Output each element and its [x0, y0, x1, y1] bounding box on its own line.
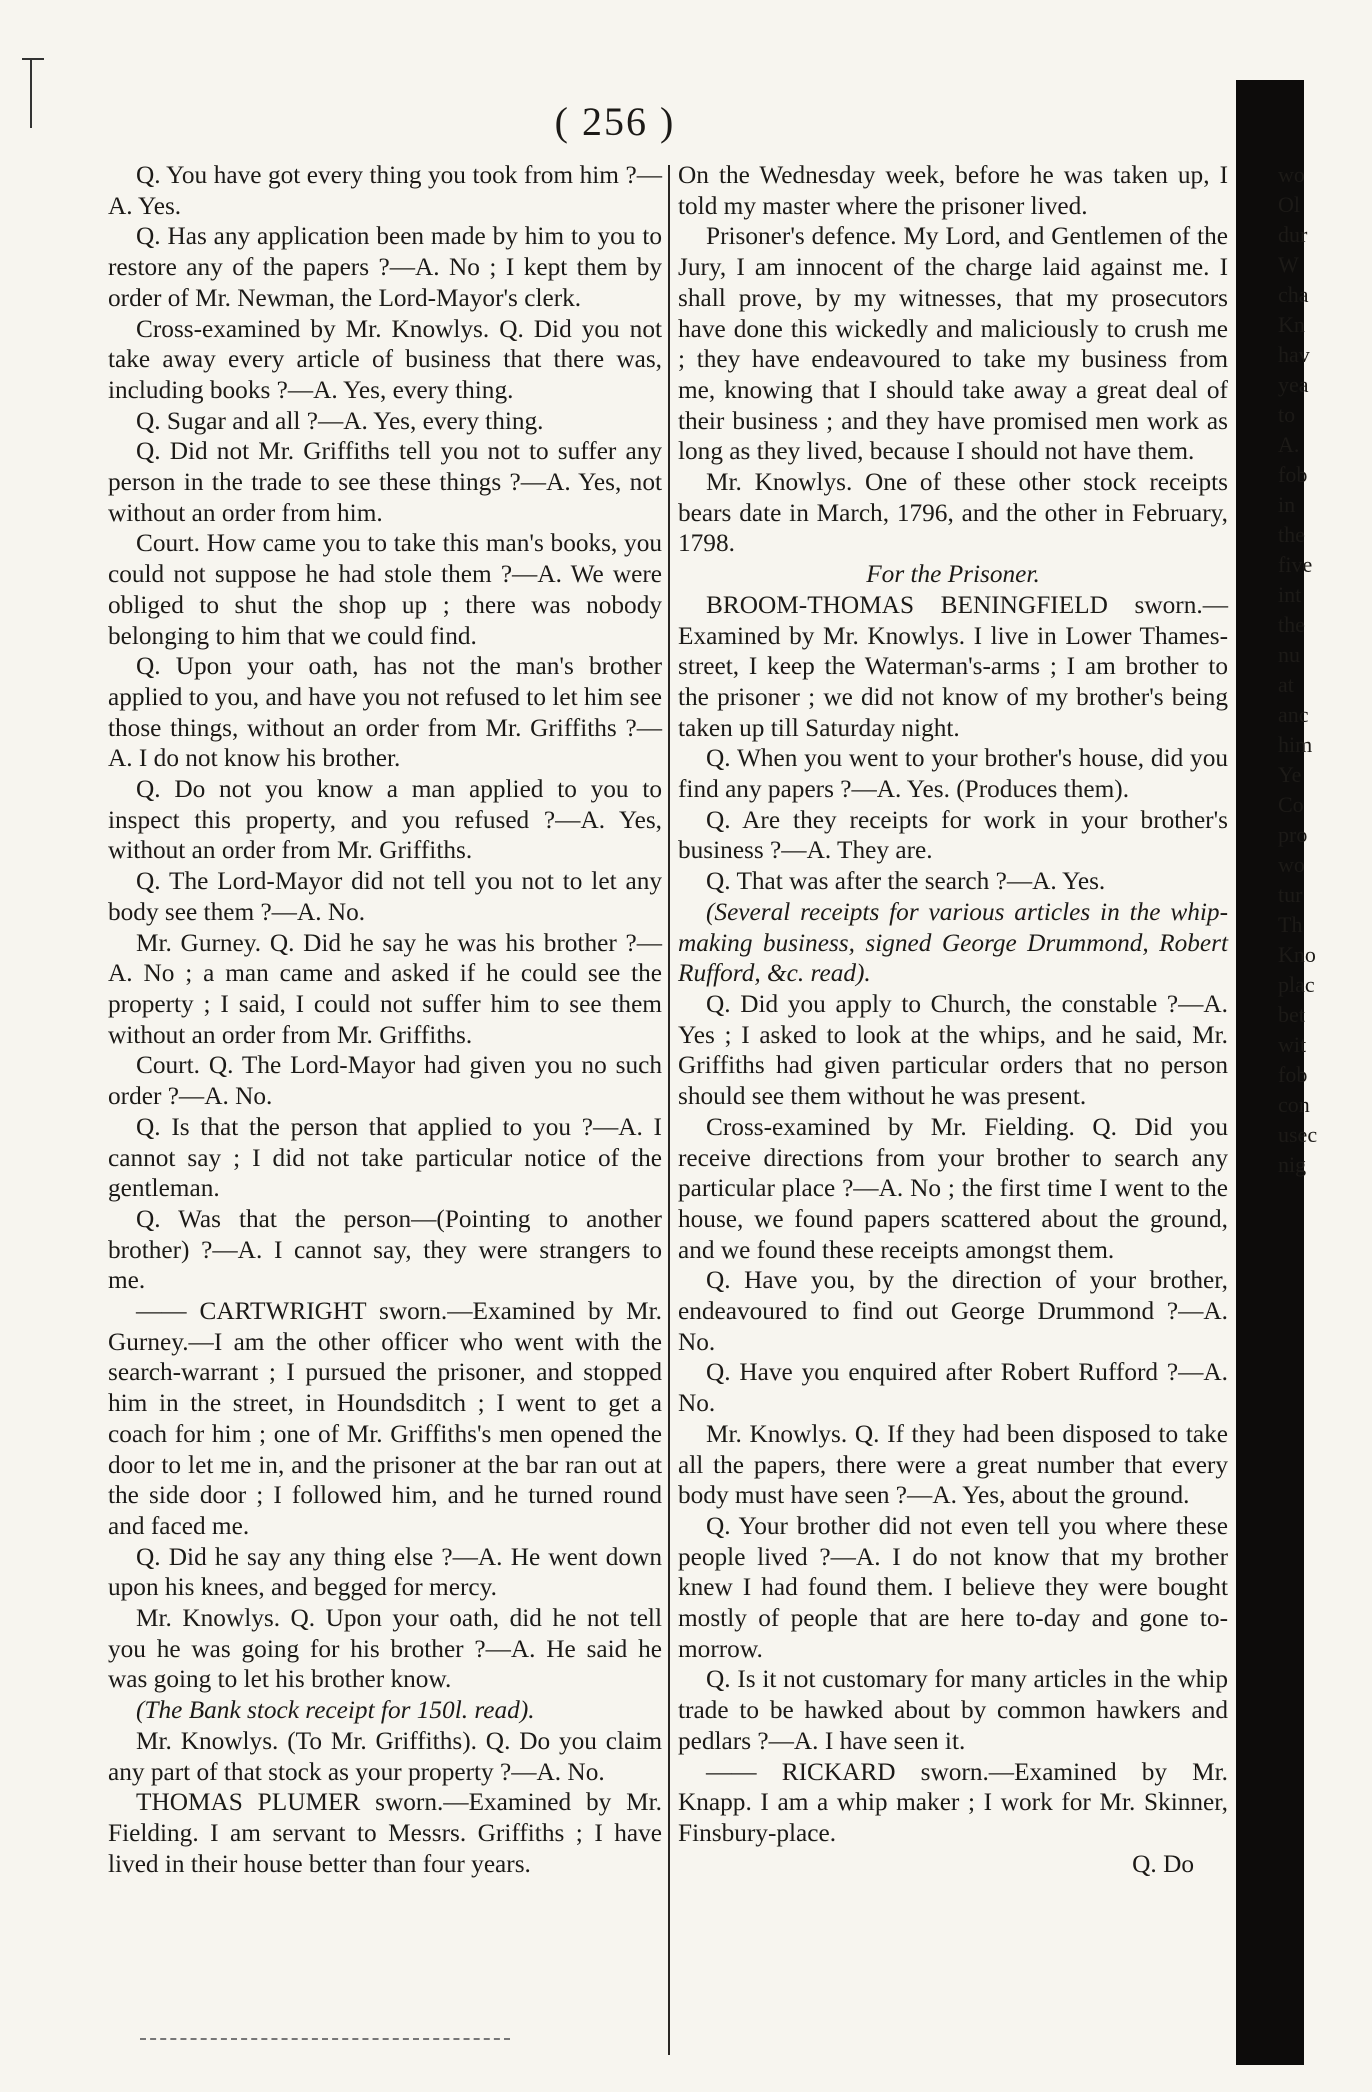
paragraph: Q. Did you apply to Church, the constable ?—A. Yes ; I asked to look at the whips, and he said, Mr. Griffiths had given particular orders that no person should see them without he was present.	[678, 989, 1228, 1111]
fragment-text: at	[1278, 672, 1294, 697]
fragment-text: plac	[1278, 972, 1315, 997]
section-heading: For the Prisoner.	[866, 560, 1040, 589]
fragment-text: wit	[1278, 1032, 1307, 1057]
paragraph: Q. You have got every thing you took from him ?—A. Yes.	[108, 161, 662, 220]
fragment-text: int	[1278, 582, 1302, 607]
paragraph: (The Bank stock receipt for 150l. read).	[136, 1696, 535, 1725]
fragment-text: Co	[1278, 792, 1304, 817]
fragment-text: pro	[1278, 822, 1308, 847]
fragment-text: Ye	[1278, 762, 1302, 787]
fragment-text: Kno	[1278, 942, 1316, 967]
fragment-text: wo	[1278, 852, 1305, 877]
paragraph: Q. Was that the person—(Pointing to another brother) ?—A. I cannot say, they were strangers to me.	[108, 1204, 662, 1295]
bottom-rule	[140, 2038, 510, 2040]
paragraph: Q. Did not Mr. Griffiths tell you not to suffer any person in the trade to see these things ?—A. Yes, not without an order from him.	[108, 437, 662, 527]
paragraph: (Several receipts for various articles in the whip-making business, signed George Drummond, Robert Rufford, &c. read).	[678, 897, 1228, 988]
fragment-text: the	[1278, 612, 1305, 637]
catchword: Q. Do	[1132, 1849, 1194, 1878]
paragraph: Cross-examined by Mr. Knowlys. Q. Did you not take away every article of business that there was, including books ?—A. Yes, every thing.	[108, 314, 662, 404]
left-column	[108, 160, 662, 1879]
fragment-text: Kn	[1278, 312, 1305, 337]
paragraph: Q. Did he say any thing else ?—A. He went down upon his knees, and begged for mercy.	[108, 1542, 662, 1602]
fragment-text: fob	[1278, 462, 1308, 487]
paragraph: —— RICKARD sworn.—Examined by Mr. Knapp. I am a whip maker ; I work for Mr. Skinner, Finsbury-place.	[678, 1757, 1228, 1847]
paragraph: Mr. Knowlys. Q. If they had been disposed to take all the papers, there were a great number that every body must have seen ?—A. Yes, about the ground.	[678, 1419, 1228, 1510]
paragraph: Court. How came you to take this man's books, you could not suppose he had stole them ?—A. We were obliged to shut the shop up ; there was nobody belonging to him that we could find.	[108, 529, 662, 650]
paragraph: Q. Upon your oath, has not the man's brother applied to you, and have you not refused to let him see those things, without an order from Mr. Griffiths ?—A. I do not know his brother.	[108, 652, 662, 773]
paragraph: Mr. Gurney. Q. Did he say he was his brother ?—A. No ; a man came and asked if he could see the property ; I said, I could not suffer him to see them without an order from Mr. Griffiths.	[108, 928, 662, 1049]
paragraph: Q. Is that the person that applied to you ?—A. I cannot say ; I did not take particular notice of the gentleman.	[108, 1112, 662, 1203]
paragraph: Court. Q. The Lord-Mayor had given you no such order ?—A. No.	[108, 1051, 662, 1111]
paragraph: Mr. Knowlys. (To Mr. Griffiths). Q. Do you claim any part of that stock as your property ?—A. No.	[108, 1726, 662, 1786]
paragraph: Q. Is it not customary for many articles in the whip trade to be hawked about by common hawkers and pedlars ?—A. I have seen it.	[678, 1665, 1228, 1755]
fragment-text: in	[1278, 492, 1296, 517]
paragraph: Q. Have you, by the direction of your brother, endeavoured to find out George Drummond ?—A. No.	[678, 1266, 1228, 1356]
paragraph: Q. Have you enquired after Robert Rufford ?—A. No.	[678, 1358, 1228, 1418]
paragraph: Q. Do not you know a man applied to you to inspect this property, and you refused ?—A. Yes, without an order from Mr. Griffiths.	[108, 775, 662, 865]
fragment-text: to	[1278, 402, 1296, 427]
page-number: ( 256 )	[554, 99, 676, 144]
paragraph: On the Wednesday week, before he was taken up, I told my master where the prisoner lived.	[678, 161, 1228, 220]
fragment-text: anc	[1278, 702, 1309, 727]
paragraph: Q. Are they receipts for work in your brother's business ?—A. They are.	[678, 805, 1228, 865]
paragraph: Q. Your brother did not even tell you where these people lived ?—A. I do not know that my brother knew I had found them. I believe they were bought mostly of people that are here to-day and gone to-morrow.	[678, 1511, 1228, 1663]
fragment-text: tur	[1278, 882, 1303, 907]
fragment-text: nu	[1278, 642, 1300, 667]
paragraph: Q. When you went to your brother's house, did you find any papers ?—A. Yes. (Produces them).	[678, 744, 1228, 804]
paragraph: BROOM-THOMAS BENINGFIELD sworn.—Examined by Mr. Knowlys. I live in Lower Thames-street, I keep the Waterman's-arms ; I am brother to the prisoner ; we did not know of my brother's being taken up till Saturday night.	[678, 590, 1228, 742]
paragraph: Cross-examined by Mr. Fielding. Q. Did you receive directions from your brother to search any particular place ?—A. No ; the first time I went to the house, we found papers scattered about the ground, and we found these receipts amongst them.	[678, 1112, 1228, 1264]
fragment-text: hav	[1278, 342, 1310, 367]
fragment-text: usec	[1278, 1122, 1318, 1147]
fragment-text: Th	[1278, 912, 1303, 937]
fragment-text: the	[1278, 522, 1305, 547]
fragment-text: five	[1278, 552, 1313, 577]
right-column	[678, 160, 1228, 1879]
fragment-text: wo	[1278, 162, 1305, 187]
fragment-text: nig	[1278, 1152, 1307, 1177]
column-divider	[668, 165, 670, 2055]
fragment-text: dur	[1278, 222, 1308, 247]
paragraph: Q. Has any application been made by him to you to restore any of the papers ?—A. No ; I kept them by order of Mr. Newman, the Lord-Mayor's clerk.	[108, 222, 662, 312]
fragment-text: fob	[1278, 1062, 1308, 1087]
adjacent-page-fragments	[1260, 160, 1372, 1960]
fragment-text: cha	[1278, 282, 1309, 307]
paragraph: Q. Sugar and all ?—A. Yes, every thing.	[136, 406, 544, 435]
fragment-text: yea	[1278, 372, 1309, 397]
paragraph: Q. That was after the search ?—A. Yes.	[706, 867, 1106, 896]
paragraph: —— CARTWRIGHT sworn.—Examined by Mr. Gurney.—I am the other officer who went with the search-warrant ; I pursued the prisoner, and stopped him in the street, in Houndsditch ; I went to get a coach for him ; one of Mr. Griffiths's men opened the door to let me in, and the prisoner at the bar ran out at the side door ; I followed him, and he turned round and faced me.	[108, 1297, 662, 1540]
fragment-text: W	[1278, 252, 1299, 277]
fragment-text: bet	[1278, 1002, 1305, 1027]
fragment-text: A.	[1278, 432, 1300, 457]
fragment-text: Ol	[1278, 192, 1300, 217]
paragraph: Mr. Knowlys. One of these other stock receipts bears date in March, 1796, and the other in February, 1798.	[678, 468, 1228, 558]
paragraph: THOMAS PLUMER sworn.—Examined by Mr. Fielding. I am servant to Messrs. Griffiths ; I have lived in their house better than four years.	[108, 1788, 662, 1878]
fragment-text: him	[1278, 732, 1313, 757]
fragment-text: con	[1278, 1092, 1310, 1117]
paragraph: Prisoner's defence. My Lord, and Gentlemen of the Jury, I am innocent of the charge laid against me. I shall prove, by my witnesses, that my prosecutors have done this wickedly and maliciously to crush me ; they have endeavoured to take my business from me, knowing that I should take away a great deal of their business ; and they have promised men work as long as they lived, because I should not have them.	[678, 222, 1228, 466]
paragraph: Mr. Knowlys. Q. Upon your oath, did he not tell you he was going for his brother ?—A. He said he was going to let his brother know.	[108, 1604, 662, 1694]
paragraph: Q. The Lord-Mayor did not tell you not to let any body see them ?—A. No.	[108, 867, 662, 926]
